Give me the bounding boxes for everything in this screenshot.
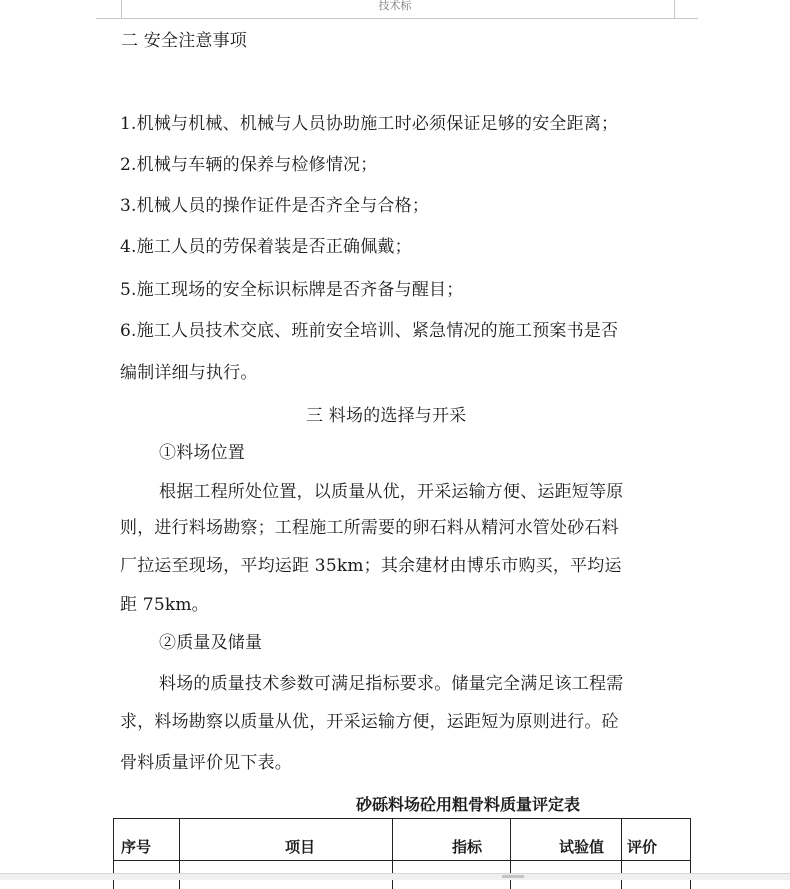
paragraph-line: 厂拉运至现场，平均运距 35km；其余建材由博乐市购买，平均运 xyxy=(120,556,622,576)
list-item: 2.机械与车辆的保养与检修情况； xyxy=(120,155,378,175)
list-item: 1.机械与机械、机械与人员协助施工时必须保证足够的安全距离； xyxy=(120,114,619,134)
paragraph-line: 则，进行料场勘察；工程施工所需要的卵石料从精河水管处砂石料 xyxy=(120,518,619,538)
subsection-title: ②质量及储量 xyxy=(159,633,263,653)
paragraph-line: 距 75km。 xyxy=(120,595,209,615)
paragraph-line: 根据工程所处位置，以质量从优，开采运输方便、运距短等原 xyxy=(159,482,624,502)
table-header-cell: 试验值 xyxy=(559,838,605,856)
table-row-divider xyxy=(114,860,691,861)
table-header-cell: 指标 xyxy=(452,838,483,856)
section-3-title: 三 料场的选择与开采 xyxy=(306,406,467,426)
list-item: 4.施工人员的劳保着装是否正确佩戴； xyxy=(120,237,412,257)
list-item-continuation: 编制详细与执行。 xyxy=(120,363,258,383)
section-2-title: 二 安全注意事项 xyxy=(121,31,248,51)
list-item: 5.施工现场的安全标识标牌是否齐备与醒目； xyxy=(120,280,464,300)
paragraph-line: 料场的质量技术参数可满足指标要求。储量完全满足该工程需 xyxy=(159,674,624,694)
paragraph-line: 骨料质量评价见下表。 xyxy=(120,753,292,773)
table-header-cell: 评价 xyxy=(627,838,658,856)
header-divider xyxy=(96,18,698,19)
table-header-cell: 项目 xyxy=(285,838,316,856)
subsection-title: ①料场位置 xyxy=(159,443,245,463)
paragraph-line: 求，料场勘察以质量从优，开采运输方便，运距短为原则进行。砼 xyxy=(120,712,619,732)
scrollbar-thumb[interactable] xyxy=(502,875,524,878)
list-item: 6.施工人员技术交底、班前安全培训、紧急情况的施工预案书是否 xyxy=(120,321,619,341)
page-header: 技术标 xyxy=(378,0,412,12)
table-title: 砂砾料场砼用粗骨料质量评定表 xyxy=(355,795,580,814)
table-header-cell: 序号 xyxy=(121,838,152,856)
list-item: 3.机械人员的操作证件是否齐全与合格； xyxy=(120,196,430,216)
